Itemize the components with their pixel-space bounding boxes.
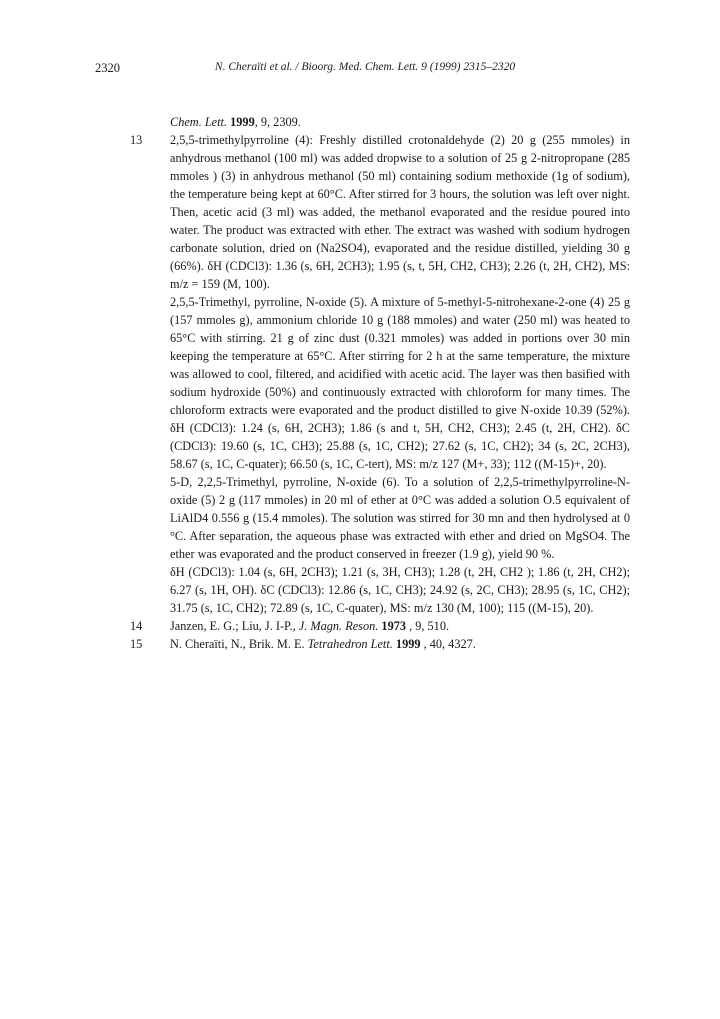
reference-12-continuation [170, 113, 630, 131]
reference-14 [130, 617, 630, 635]
reference-number: 13 [130, 133, 143, 147]
ref15-authors: N. Cheraïti, N., Brik. M. E. [170, 637, 308, 651]
page-header [95, 61, 635, 81]
ref13-p4-text: δH (CDCl3): 1.04 (s, 6H, 2CH3); 1.21 (s, 3H, CH3); 1.28 (t, 2H, CH2 ); 1.86 (t, 2H, CH2); 6.27 (s, 1H, OH). δC (CDCl3): 12.86 (s, 1C, CH3); 24.92 (s, 2C, CH3); 28.95 (s, 1C, CH2); 31.75 (s, 1C, CH2); 72.89 (s, 1C, C-quater), MS: m/z 130 (M, 100); 115 ((M-15), 20). [170, 565, 630, 615]
ref14-authors: Janzen, E. G.; Liu, J. I-P., [170, 619, 299, 633]
page-number: 2320 [95, 61, 120, 75]
ref15-year: 1999 [395, 637, 421, 651]
ref13-paragraph-4 [170, 563, 630, 617]
running-head: N. Cheraïti et al. / Bioorg. Med. Chem. Lett. 9 (1999) 2315–2320 [214, 61, 516, 73]
ref13-p1-text: Freshly distilled crotonaldehyde (2) 20 g (255 mmoles) in anhydrous methanol (100 ml) was added dropwise to a solution of 25 g 2-nitropropane (285 mmoles ) (3) in anhydrous methanol (50 ml) containing sodium methoxide (1g of sodium), the temperature being kept at 60°C. After stirred for 3 hours, the solution was left over night. Then, acetic acid (3 ml) was added, the methanol evaporated and the residue poured into water. The product was extracted with ether. The extract was washed with sodium hydrogen carbonate solution, dried on (Na2SO4), evaporated and the residue distilled, yielding 30 g (66%). δH (CDCl3): 1.36 (s, 6H, 2CH3); 1.95 (s, t, 5H, CH2, CH3); 2.26 (t, 2H, CH2), MS: m/z = 159 (M, 100). [170, 133, 630, 291]
ref12-year: 1999 [230, 115, 255, 129]
ref13-p2-title: 2,5,5-Trimethyl, pyrroline, N-oxide (5). [170, 295, 368, 309]
reference-number: 15 [130, 637, 143, 651]
ref13-p3-title: 5-D, 2,2,5-Trimethyl, pyrroline, N-oxide (6). [170, 475, 400, 489]
ref14-journal: J. Magn. Reson. [298, 619, 379, 633]
ref13-paragraph-1 [170, 131, 630, 293]
ref13-p2-text: A mixture of 5-methyl-5-nitrohexane-2-one (4) 25 g (157 mmoles g), ammonium chloride 10 g (188 mmoles) and water (250 ml) was heated to 65°C with stirring. 21 g of zinc dust (0.321 mmoles) was added in portions over 30 min keeping the temperature at 65°C. After stirring for 2 h at the same temperature, the mixture was allowed to cool, filtered, and acidified with acetic acid. The layer was then basified with sodium hydroxide (50%) and continuously extracted with chloroform for many times. The chloroform extracts were evaporated and the product distilled to give N-oxide 10.39 (52%). δH (CDCl3): 1.24 (s, 6H, 2CH3); 1.86 (s and t, 5H, CH2, CH3); 2.45 (t, 2H, CH2). δC (CDCl3): 19.60 (s, 1C, CH3); 25.88 (s, 1C, CH2); 27.62 (s, 1C, CH2); 34 (s, 2C, 2CH3), 58.67 (s, 1C, C-quater); 66.50 (s, 1C, C-tert), MS: m/z 127 (M+, 33); 112 ((M-15)+, 20). [170, 295, 630, 471]
ref13-paragraph-3 [170, 473, 630, 563]
ref15-rest: , 40, 4327. [420, 637, 476, 651]
ref12-journal: Chem. Lett. [170, 115, 228, 129]
ref15-journal: Tetrahedron Lett. [307, 637, 393, 651]
ref14-rest: , 9, 510. [406, 619, 450, 633]
ref13-p3-text: To a solution of 2,2,5-trimethylpyrroline-N-oxide (5) 2 g (117 mmoles) in 20 ml of ether at 0°C was added a solution O.5 equivalent of LiAlD4 0.556 g (15.4 mmoles). The solution was stirred for 30 mn and then hydrolysed at 0 °C. After separation, the aqueous phase was extracted with ether and dried on MgSO4. The ether was evaporated and the product conserved in freezer (1.9 g), yield 90 %. [170, 475, 630, 561]
reference-list [130, 113, 630, 653]
reference-15 [130, 635, 630, 653]
ref13-paragraph-2 [170, 293, 630, 473]
ref12-rest: , 9, 2309. [254, 115, 301, 129]
ref14-year: 1973 [381, 619, 407, 633]
ref13-p1-title: 2,5,5-trimethylpyrroline (4): [170, 133, 313, 147]
reference-number: 14 [130, 619, 143, 633]
reference-13 [130, 131, 630, 617]
